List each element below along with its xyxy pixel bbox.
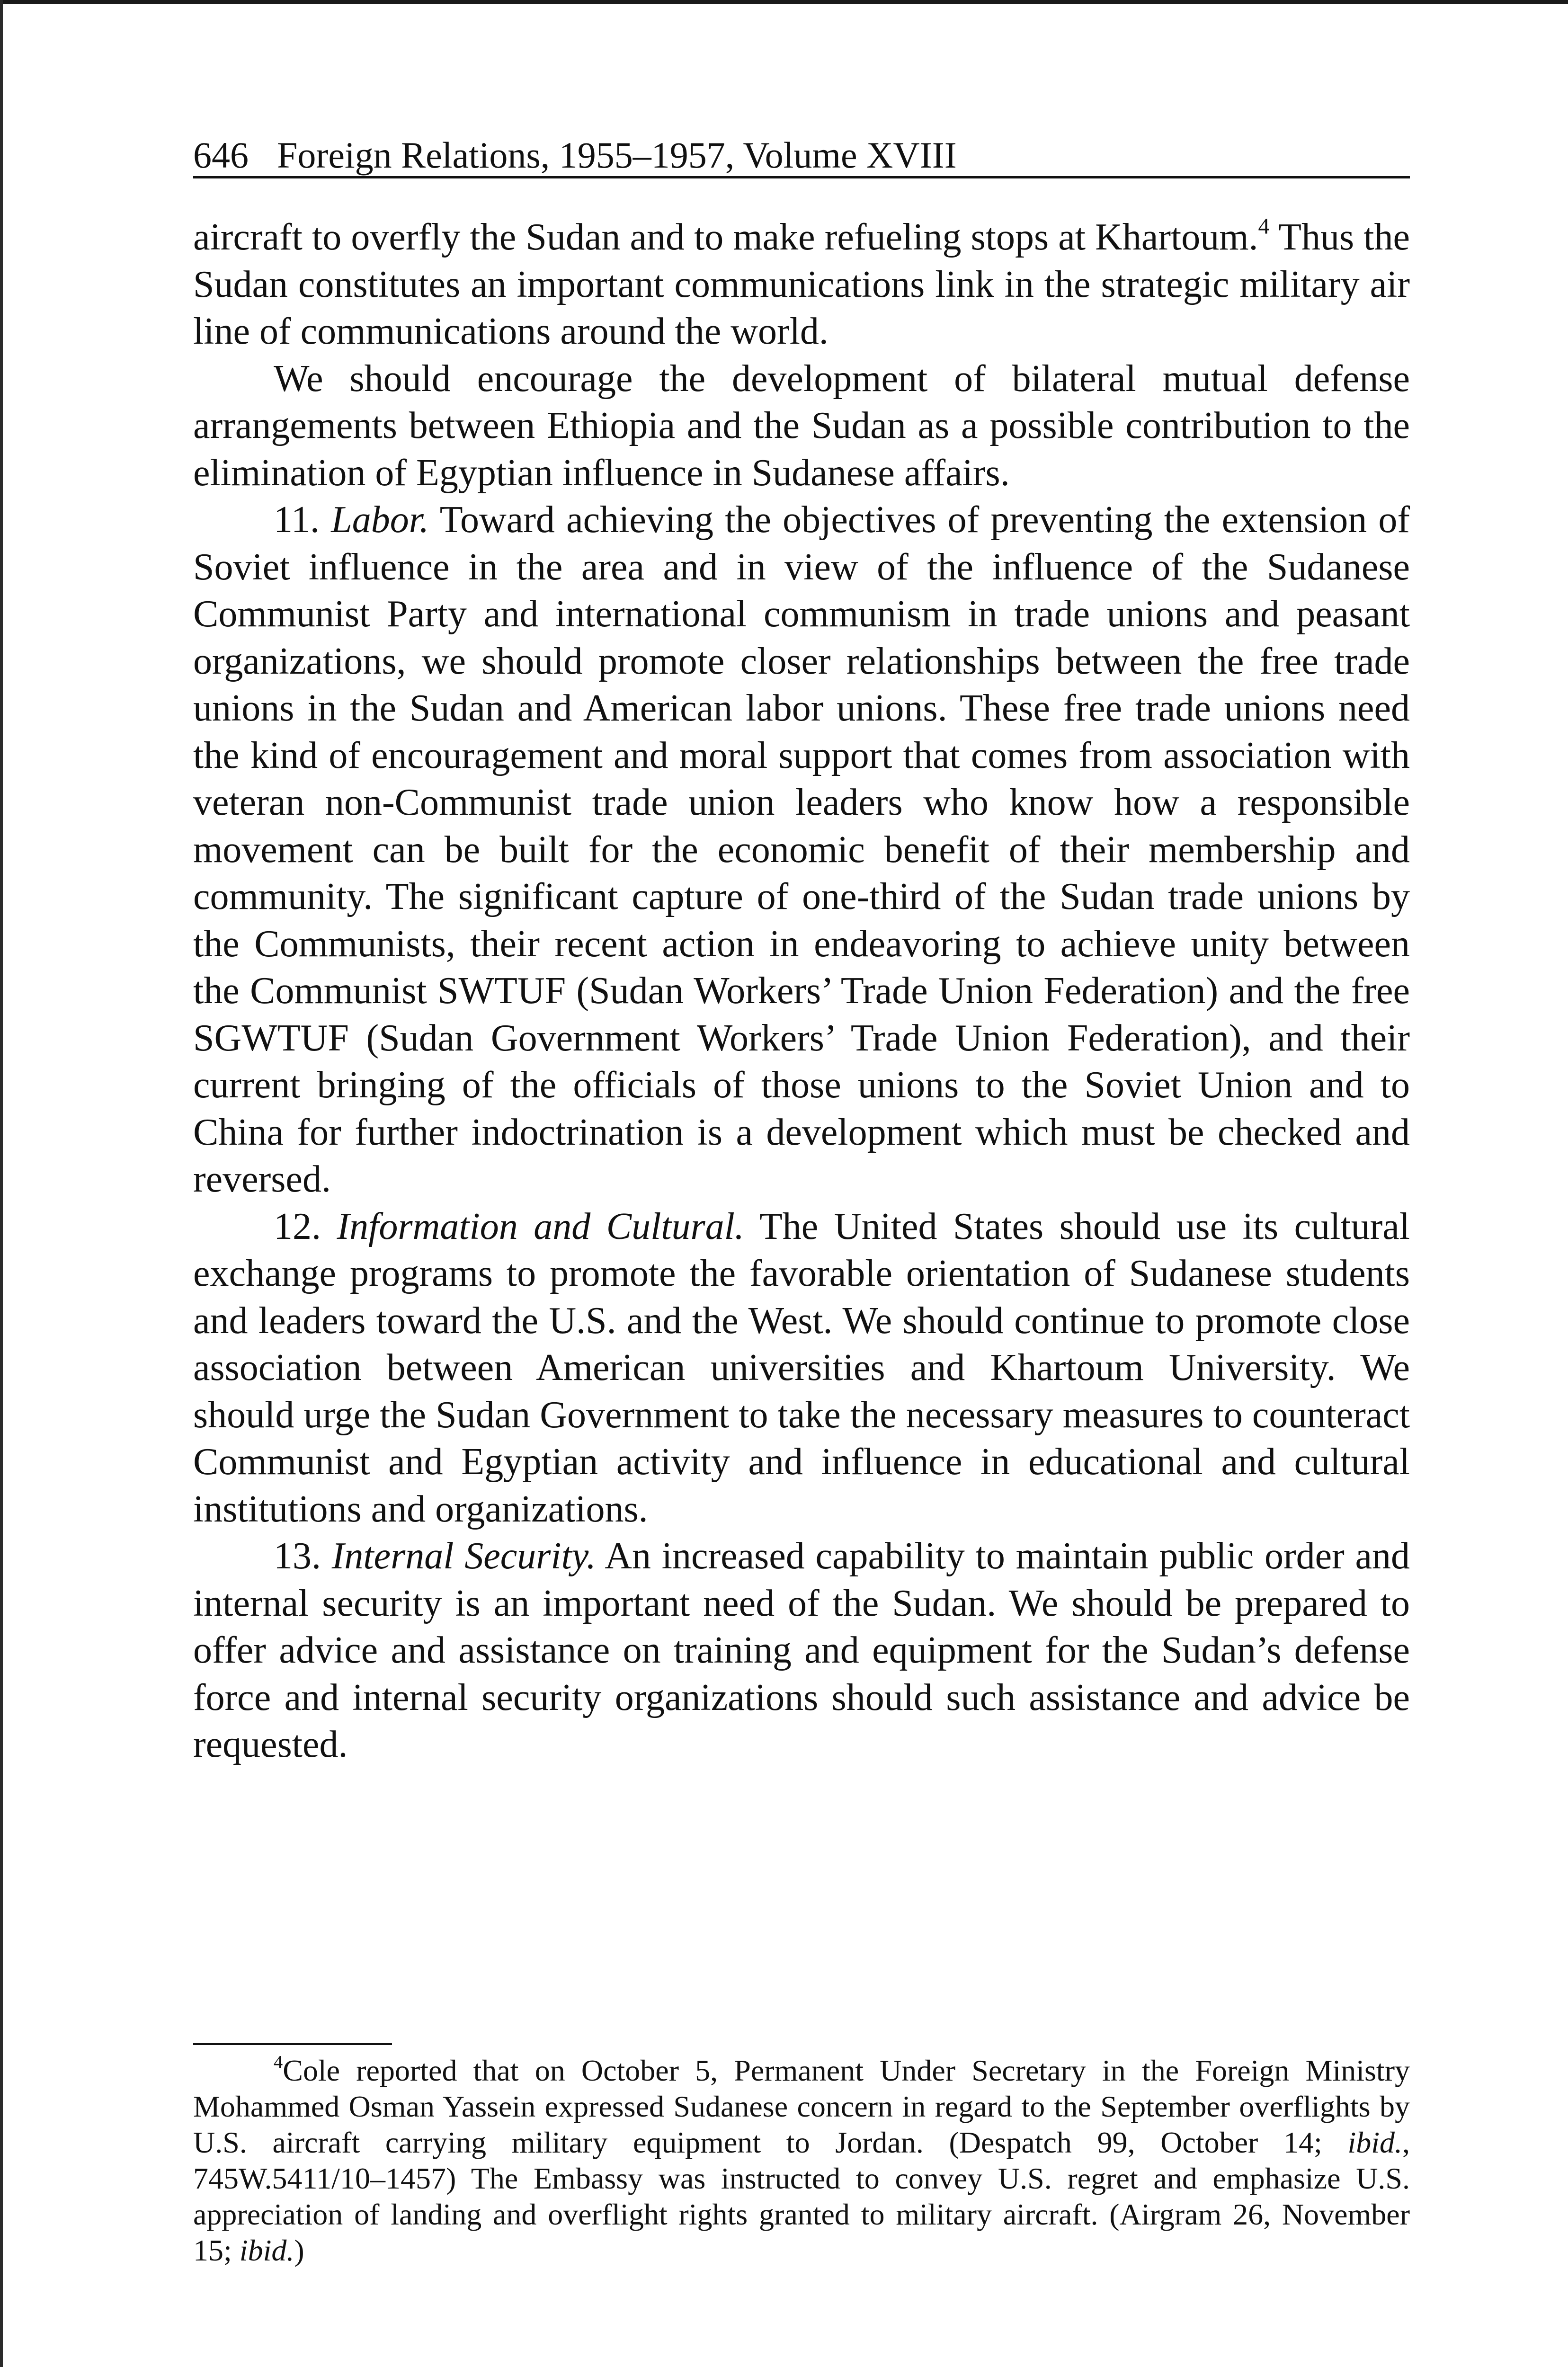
footnote-ibid: ibid. <box>239 2234 294 2267</box>
scan-left-edge <box>0 0 3 2367</box>
paragraph-text: The United States should use its cultural exchange programs to promote the favorable orientation of Sudanese students and leaders toward the U.S. and the West. We should continue to promote close association between American universities and Khartoum University. We should urge the Sudan Government to take the necessary measures to counteract Communist and Egyptian activity and influence in educational and cultural institutions and organizations. <box>193 1205 1410 1530</box>
scan-top-edge <box>0 0 1568 4</box>
footnote-ibid: ibid. <box>1347 2126 1402 2159</box>
page-number: 646 <box>193 134 249 176</box>
paragraph-text: An increased capability to maintain public order and internal security is an important need of the Sudan. We should be prepared to offer advice and assistance on training and equipment for the Sudan’s defense force and internal security organizations should such assistance and advice be requested. <box>193 1535 1410 1765</box>
section-internal-security <box>193 1533 1410 1769</box>
section-information-cultural <box>193 1203 1410 1533</box>
footnote-text: ) <box>294 2234 304 2267</box>
paragraph-text: Thus the Sudan constitutes an important communications link in the strategic military air line of communications around the world. <box>193 216 1410 352</box>
paragraph-continuation <box>193 214 1410 356</box>
paragraph-text: aircraft to overfly the Sudan and to make refueling stops at Khartoum. <box>193 216 1258 258</box>
footnote <box>193 2053 1410 2269</box>
running-header <box>193 133 1410 178</box>
section-heading: Internal Security. <box>331 1535 596 1577</box>
section-number: 13. <box>274 1535 321 1577</box>
section-heading: Information and Cultural. <box>337 1205 744 1247</box>
footnote-text: , 745W.5411/10–1457) The Embassy was instructed to convey U.S. regret and emphasize U.S. appreciation of landing and overflight rights granted to military aircraft. (Airgram 26, November 15; <box>193 2126 1410 2267</box>
paragraph-defense <box>193 356 1410 497</box>
paragraph-text: We should encourage the development of bilateral mutual defense arrangements between Ethiopia and the Sudan as a possible contribution to the elimination of Egyptian influence in Sudanese affairs. <box>193 357 1410 494</box>
footnote-marker: 4 <box>274 2052 283 2073</box>
footnote-rule <box>193 2043 392 2045</box>
running-title: Foreign Relations, 1955–1957, Volume XVIII <box>277 134 957 176</box>
footnote-reference: 4 <box>1258 214 1270 239</box>
section-number: 12. <box>274 1205 321 1247</box>
body-text <box>193 214 1410 1769</box>
section-labor <box>193 497 1410 1203</box>
paragraph-text: Toward achieving the objectives of preventing the extension of Soviet influence in the area and in view of the influence of the Sudanese Communist Party and international communism in trade unions and peasant organizations, we should promote closer relationships between the free trade unions in the Sudan and American labor unions. These free trade unions need the kind of encouragement and moral support that comes from association with veteran non-Communist trade union leaders who know how a responsible movement can be built for the economic benefit of their membership and community. The significant capture of one-third of the Sudan trade unions by the Communists, their recent action in endeavoring to achieve unity between the Communist SWTUF (Sudan Workers’ Trade Union Federation) and the free SGWTUF (Sudan Government Workers’ Trade Union Federation), and their current bringing of the officials of those unions to the Soviet Union and to China for further indoctrination is a development which must be checked and reversed. <box>193 499 1410 1200</box>
footnote-text: Cole reported that on October 5, Permanent Under Secretary in the Foreign Ministry Mohammed Osman Yassein expressed Sudanese concern in regard to the September overflights by U.S. aircraft carrying military equipment to Jordan. (Despatch 99, October 14; <box>193 2054 1410 2159</box>
section-number: 11. <box>274 499 320 541</box>
header-rule <box>193 176 1410 178</box>
section-heading: Labor. <box>331 499 429 541</box>
